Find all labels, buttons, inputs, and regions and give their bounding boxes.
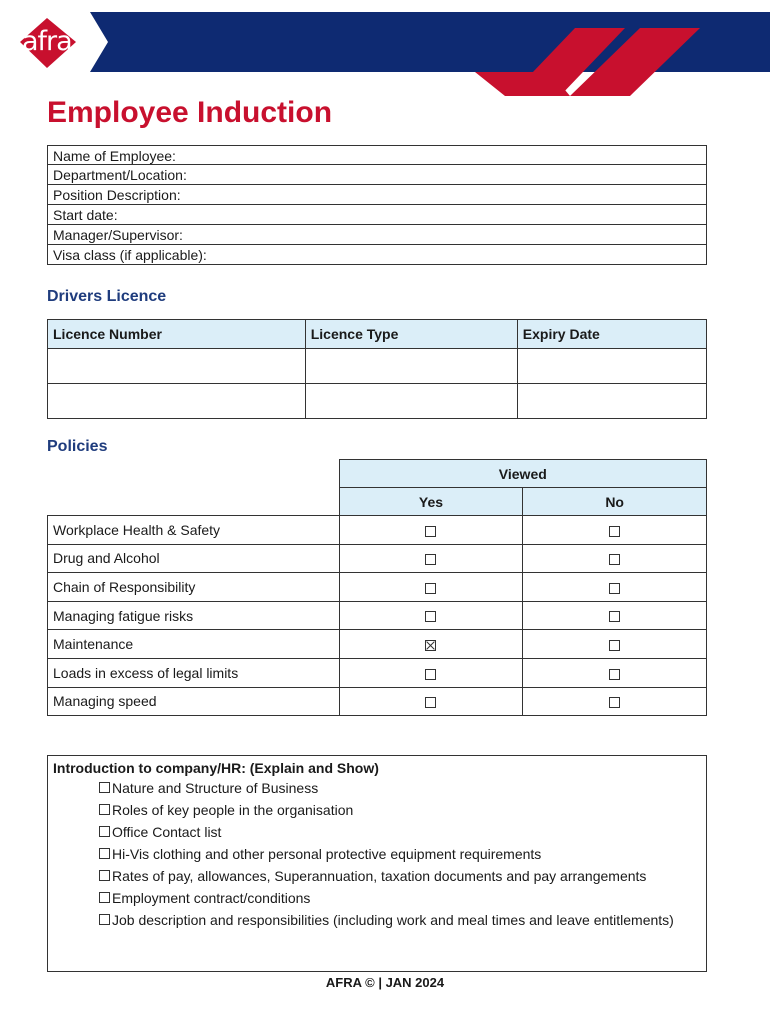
licence-column-header: Expiry Date <box>517 320 706 349</box>
employee-field[interactable]: Position Description: <box>47 185 707 205</box>
hr-checklist-item <box>99 778 701 798</box>
policy-no-checkbox[interactable] <box>609 611 620 622</box>
policy-row <box>48 601 707 630</box>
policy-no-cell <box>523 601 707 630</box>
policy-row <box>48 658 707 687</box>
hr-item-checkbox[interactable] <box>99 782 110 793</box>
hr-item-label: Hi-Vis clothing and other personal protective equipment requirements <box>112 846 542 862</box>
licence-cell[interactable] <box>305 349 517 384</box>
hr-item-label: Rates of pay, allowances, Superannuation, taxation documents and pay arrangements <box>112 868 647 884</box>
viewed-header: Viewed <box>339 460 706 488</box>
hr-item-label: Office Contact list <box>112 824 222 840</box>
policy-name: Chain of Responsibility <box>48 573 340 602</box>
policy-yes-cell <box>339 601 523 630</box>
policy-no-checkbox[interactable] <box>609 669 620 680</box>
policy-no-cell <box>523 573 707 602</box>
policy-name: Managing fatigue risks <box>48 601 340 630</box>
policy-name: Maintenance <box>48 630 340 659</box>
hr-intro-heading: Introduction to company/HR: (Explain and Show) <box>53 760 379 776</box>
policy-no-cell <box>523 687 707 716</box>
no-header: No <box>523 488 707 516</box>
employee-field[interactable]: Visa class (if applicable): <box>47 245 707 265</box>
policy-yes-checkbox[interactable] <box>425 611 436 622</box>
employee-field[interactable]: Start date: <box>47 205 707 225</box>
policy-yes-checkbox[interactable] <box>425 669 436 680</box>
policy-row <box>48 630 707 659</box>
licence-cell[interactable] <box>305 384 517 419</box>
policy-name: Drug and Alcohol <box>48 544 340 573</box>
afra-logo: afra <box>22 26 72 57</box>
policy-row <box>48 687 707 716</box>
hr-checklist-item <box>99 888 701 908</box>
hr-checklist-item <box>99 822 701 842</box>
policy-no-checkbox[interactable] <box>609 554 620 565</box>
policy-row <box>48 544 707 573</box>
policies-heading: Policies <box>47 438 108 455</box>
policy-name: Managing speed <box>48 687 340 716</box>
hr-checklist-item <box>99 866 701 886</box>
hr-item-checkbox[interactable] <box>99 826 110 837</box>
employee-field[interactable]: Department/Location: <box>47 165 707 185</box>
hr-checklist-item <box>99 910 701 930</box>
hr-item-checkbox[interactable] <box>99 870 110 881</box>
policy-no-cell <box>523 658 707 687</box>
yes-header: Yes <box>339 488 523 516</box>
policy-no-cell <box>523 544 707 573</box>
licence-cell[interactable] <box>517 349 706 384</box>
page-title: Employee Induction <box>47 96 333 129</box>
licence-table <box>47 319 707 419</box>
footer: AFRA © | JAN 2024 <box>325 975 445 990</box>
policy-name: Loads in excess of legal limits <box>48 658 340 687</box>
policy-no-checkbox[interactable] <box>609 697 620 708</box>
policy-yes-cell <box>339 544 523 573</box>
licence-cell[interactable] <box>48 384 306 419</box>
hr-item-label: Roles of key people in the organisation <box>112 802 354 818</box>
hr-intro-list <box>53 778 701 930</box>
hr-item-label: Job description and responsibilities (including work and meal times and leave entitlements) <box>112 912 674 928</box>
policy-row <box>48 516 707 545</box>
licence-column-header: Licence Type <box>305 320 517 349</box>
licence-cell[interactable] <box>48 349 306 384</box>
licence-column-header: Licence Number <box>48 320 306 349</box>
policy-no-checkbox[interactable] <box>609 640 620 651</box>
hr-item-label: Employment contract/conditions <box>112 890 311 906</box>
policy-no-checkbox[interactable] <box>609 526 620 537</box>
policy-yes-checkbox[interactable] <box>425 583 436 594</box>
hr-checklist-item <box>99 800 701 820</box>
policy-yes-checkbox[interactable] <box>425 554 436 565</box>
policy-no-checkbox[interactable] <box>609 583 620 594</box>
policy-no-cell <box>523 630 707 659</box>
policy-yes-checkbox[interactable] <box>425 640 436 651</box>
header-banner <box>0 0 770 100</box>
hr-item-checkbox[interactable] <box>99 848 110 859</box>
employee-details <box>47 145 707 265</box>
hr-intro-box <box>47 755 707 972</box>
policies-table <box>47 459 707 716</box>
policy-yes-cell <box>339 658 523 687</box>
policy-yes-checkbox[interactable] <box>425 526 436 537</box>
drivers-licence-heading: Drivers Licence <box>47 288 167 305</box>
hr-item-checkbox[interactable] <box>99 892 110 903</box>
policy-row <box>48 573 707 602</box>
policy-yes-cell <box>339 630 523 659</box>
policy-yes-cell <box>339 516 523 545</box>
policy-yes-cell <box>339 573 523 602</box>
blank-corner <box>48 460 340 516</box>
employee-field[interactable]: Manager/Supervisor: <box>47 225 707 245</box>
policy-no-cell <box>523 516 707 545</box>
hr-item-label: Nature and Structure of Business <box>112 780 319 796</box>
policy-yes-cell <box>339 687 523 716</box>
policy-name: Workplace Health & Safety <box>48 516 340 545</box>
hr-item-checkbox[interactable] <box>99 804 110 815</box>
licence-row <box>48 349 707 384</box>
licence-cell[interactable] <box>517 384 706 419</box>
policy-yes-checkbox[interactable] <box>425 697 436 708</box>
licence-row <box>48 384 707 419</box>
hr-item-checkbox[interactable] <box>99 914 110 925</box>
employee-field[interactable]: Name of Employee: <box>47 145 707 165</box>
hr-checklist-item <box>99 844 701 864</box>
